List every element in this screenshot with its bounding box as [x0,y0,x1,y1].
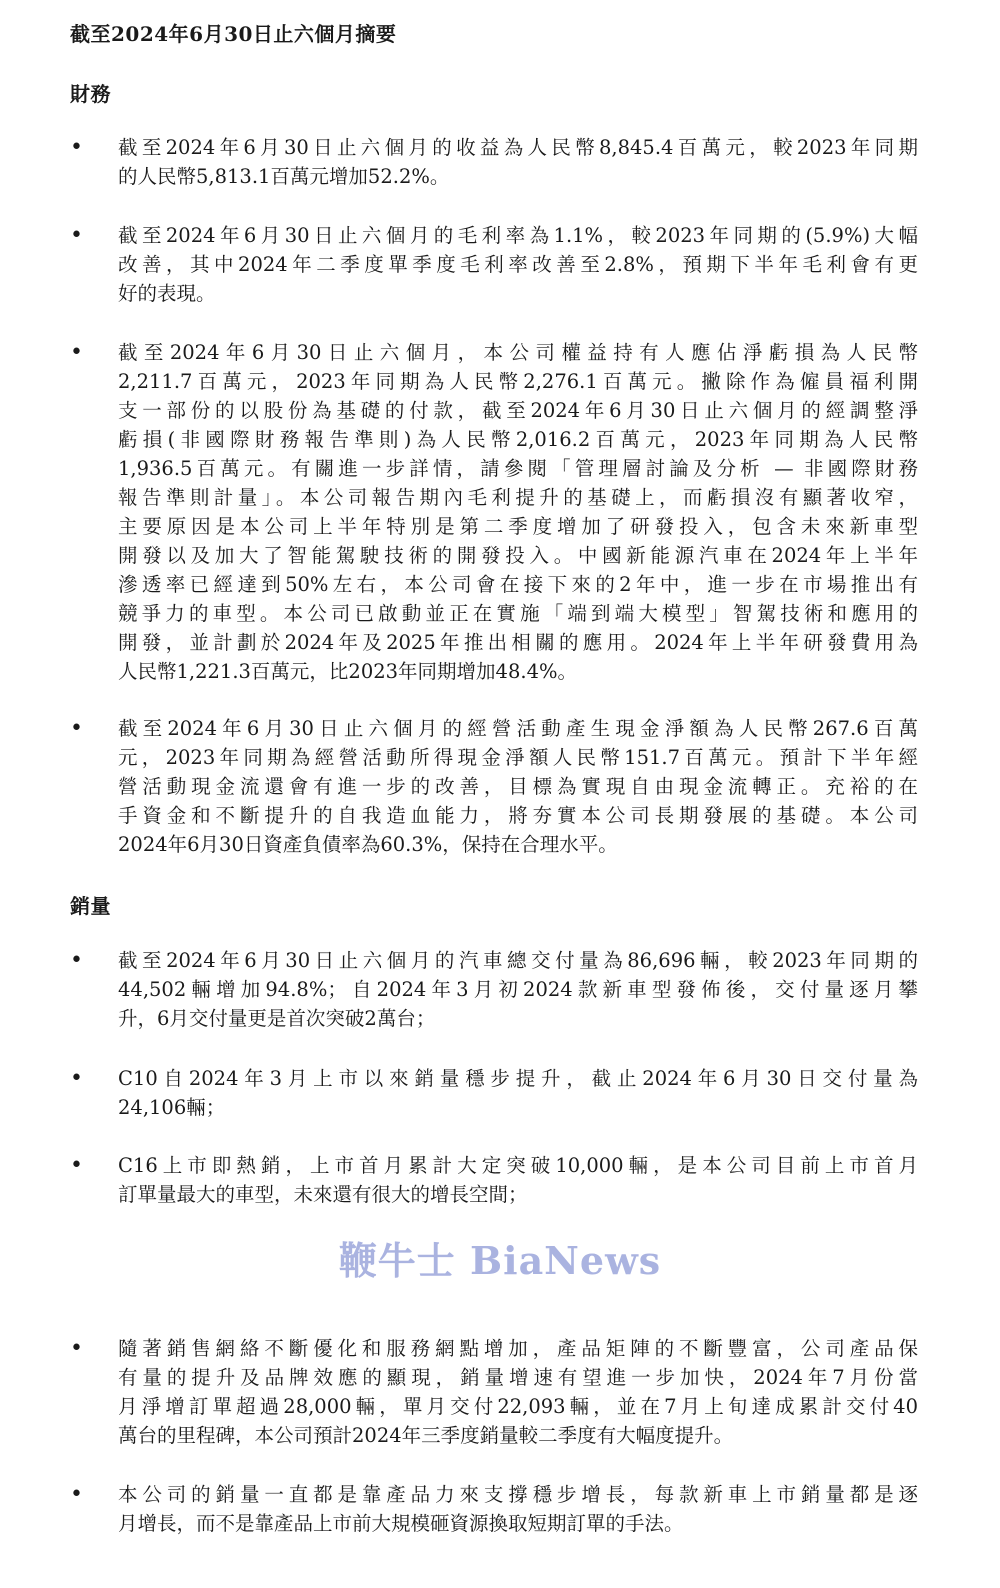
text-line: 截至2024年6月30日止六個月的毛利率為1.1%，較2023年同期的(5.9%)大幅 [118,224,918,247]
text-line: 報告準則計量」。本公司報告期內毛利提升的基礎上，而虧損沒有顯著收窄， [118,486,918,509]
section-heading-finance: 財務 [70,82,111,106]
text-line: 截至2024年6月30日止六個月的汽車總交付量為86,696輛，較2023年同期的 [118,949,918,972]
text-line: 萬台的里程碑，本公司預計2024年三季度銷量較二季度有大幅度提升。 [118,1424,734,1447]
bullet-dot: • [70,1482,83,1507]
text-line: 升，6月交付量更是首次突破2萬台； [118,1007,436,1030]
text-line: 截至2024年6月30日止六個月，本公司權益持有人應佔淨虧損為人民幣 [118,341,918,364]
sales-bullet-c16 [70,1151,930,1209]
bullet-dot: • [70,1336,83,1361]
finance-bullet-revenue [70,133,930,191]
bullet-dot: • [70,340,83,365]
text-line: 有量的提升及品牌效應的顯現，銷量增速有望進一步加快，2024年7月份當 [118,1366,918,1389]
text-line: 訂單量最大的車型，未來還有很大的增長空間； [118,1183,528,1206]
bullet-dot: • [70,1066,83,1091]
sales-bullet-product-strength [70,1480,930,1538]
text-line: 營活動現金流還會有進一步的改善，目標為實現自由現金流轉正。充裕的在 [118,775,918,798]
watermark-logo: 鞭牛士 BiaNews [338,1238,662,1283]
text-line: C16上市即熱銷，上市首月累計大定突破10,000輛，是本公司目前上市首月 [118,1154,918,1177]
text-line: 的人民幣5,813.1百萬元增加52.2%。 [118,165,450,188]
bullet-dot: • [70,716,83,741]
text-line: 44,502輛增加94.8%；自2024年3月初2024款新車型發佈後，交付量逐月攀 [118,978,918,1001]
sales-bullet-deliveries [70,946,930,1033]
text-line: 開發，並計劃於2024年及2025年推出相關的應用。2024年上半年研發費用為 [118,631,918,654]
text-line: C10自2024年3月上市以來銷量穩步提升，截止2024年6月30日交付量為 [118,1067,918,1090]
sales-bullet-network [70,1334,930,1450]
text-line: 滲透率已經達到50%左右，本公司會在接下來的2年中，進一步在市場推出有 [118,573,918,596]
text-line: 2024年6月30日資產負債率為60.3%，保持在合理水平。 [118,833,618,856]
finance-bullet-cash-flow [70,714,930,859]
finance-bullet-net-loss [70,338,930,686]
text-line: 隨著銷售網絡不斷優化和服務網點增加，產品矩陣的不斷豐富，公司產品保 [118,1337,918,1360]
text-line: 好的表現。 [118,282,216,305]
text-line: 截至2024年6月30日止六個月的經營活動產生現金淨額為人民幣267.6百萬 [118,717,918,740]
text-line: 虧損(非國際財務報告準則)為人民幣2,016.2百萬元，2023年同期為人民幣 [118,428,918,451]
bullet-dot: • [70,223,83,248]
section-heading-sales: 銷量 [70,894,111,918]
text-line: 24,106輛； [118,1096,226,1119]
text-line: 人民幣1,221.3百萬元，比2023年同期增加48.4%。 [118,660,578,683]
finance-bullet-gross-margin [70,221,930,308]
bullet-dot: • [70,135,83,160]
text-line: 本公司的銷量一直都是靠產品力來支撐穩步增長，每款新車上市銷量都是逐 [118,1483,918,1506]
bullet-dot: • [70,1153,83,1178]
text-line: 月淨增訂單超過28,000輛，單月交付22,093輛，並在7月上旬達成累計交付40 [118,1395,918,1418]
text-line: 2,211.7百萬元，2023年同期為人民幣2,276.1百萬元。撇除作為僱員福利開 [118,370,918,393]
text-line: 支一部份的以股份為基礎的付款，截至2024年6月30日止六個月的經調整淨 [118,399,918,422]
text-line: 改善，其中2024年二季度單季度毛利率改善至2.8%，預期下半年毛利會有更 [118,253,918,276]
document-title: 截至2024年6月30日止六個月摘要 [70,22,397,46]
sales-bullet-c10 [70,1064,930,1122]
text-line: 競爭力的車型。本公司已啟動並正在實施「端到端大模型」智駕技術和應用的 [118,602,918,625]
text-line: 主要原因是本公司上半年特別是第二季度增加了研發投入，包含未來新車型 [118,515,918,538]
bullet-dot: • [70,948,83,973]
text-line: 1,936.5百萬元。有關進一步詳情，請參閱「管理層討論及分析 — 非國際財務 [118,457,918,480]
text-line: 元，2023年同期為經營活動所得現金淨額人民幣151.7百萬元。預計下半年經 [118,746,918,769]
text-line: 手資金和不斷提升的自我造血能力，將夯實本公司長期發展的基礎。本公司 [118,804,918,827]
text-line: 月增長，而不是靠產品上市前大規模砸資源換取短期訂單的手法。 [118,1512,684,1535]
text-line: 開發以及加大了智能駕駛技術的開發投入。中國新能源汽車在2024年上半年 [118,544,918,567]
text-line: 截至2024年6月30日止六個月的收益為人民幣8,845.4百萬元，較2023年同期 [118,136,918,159]
